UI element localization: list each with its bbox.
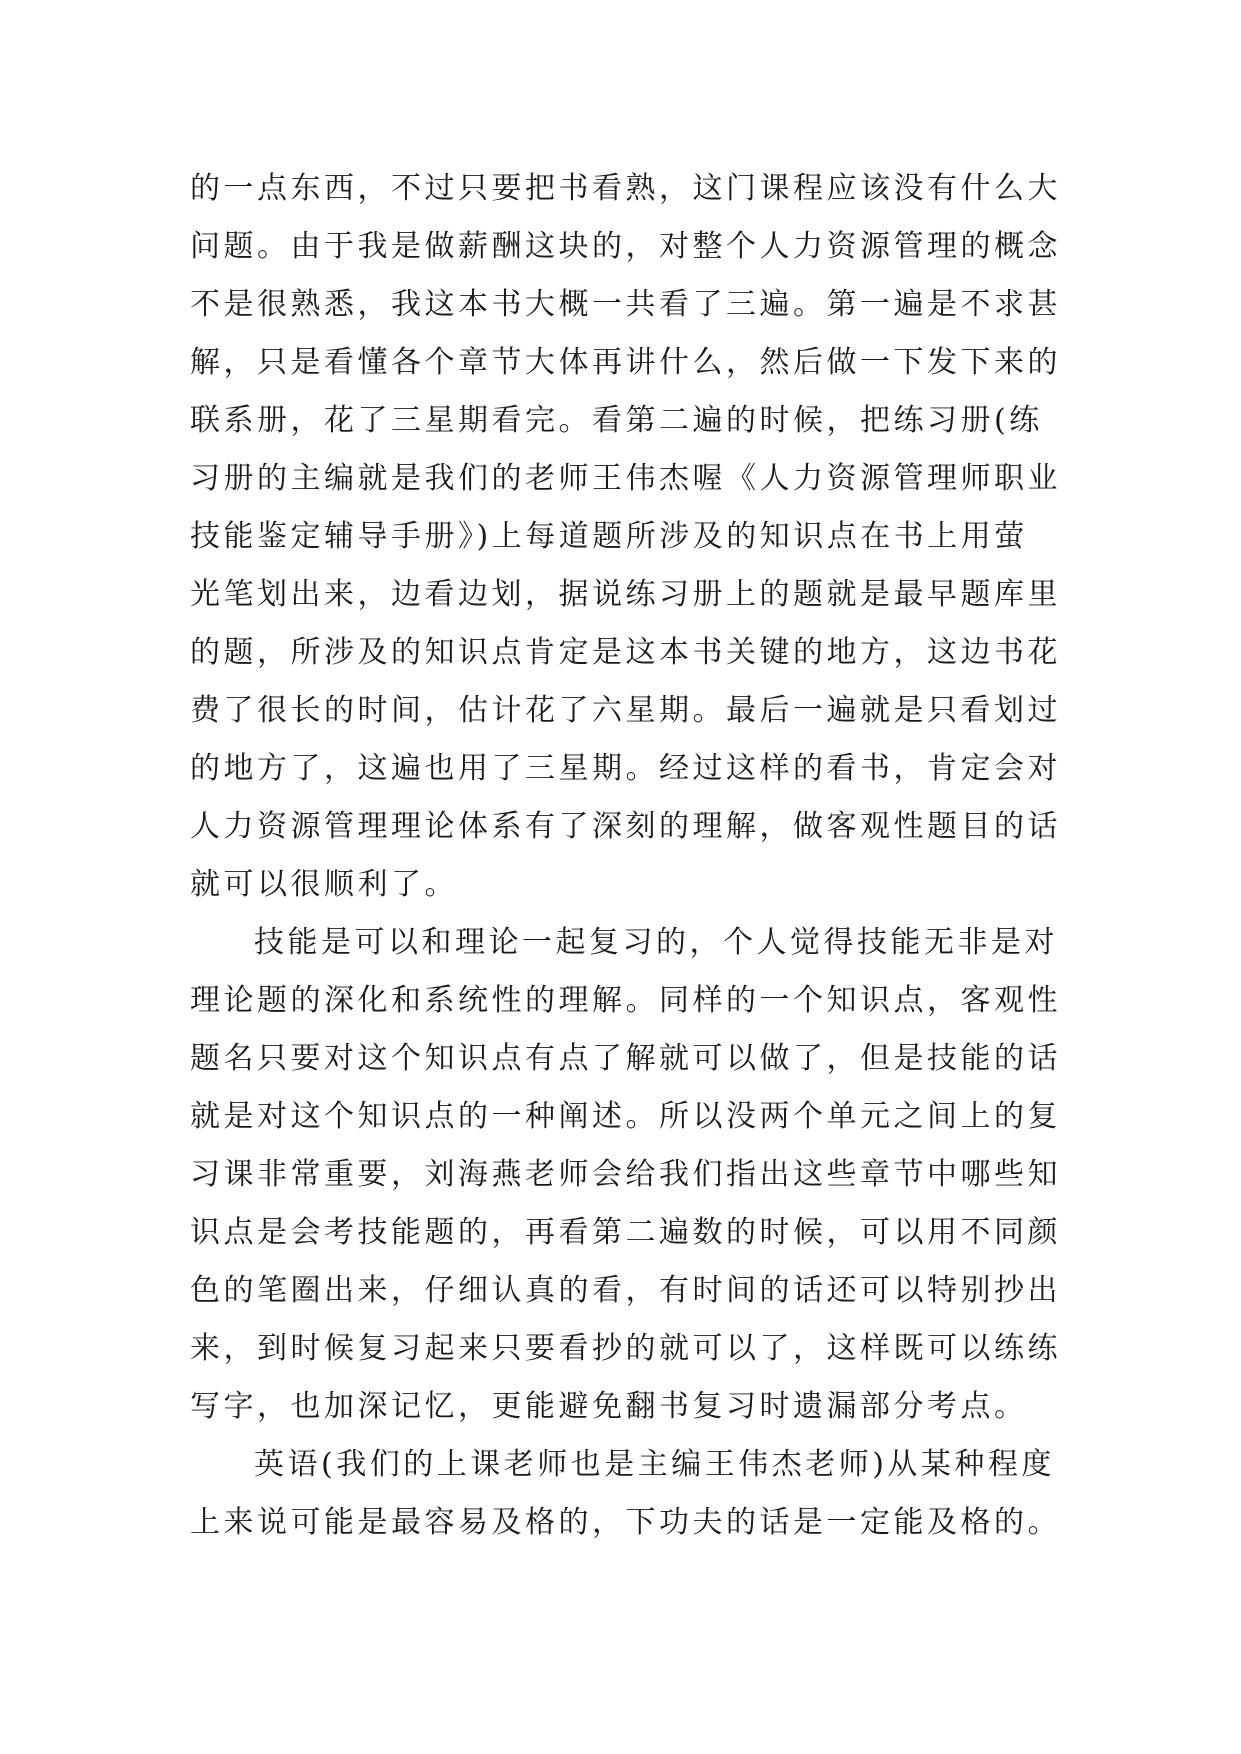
text-line: 来，到时候复习起来只要看抄的就可以了，这样既可以练练 xyxy=(190,1331,1061,1366)
text-line: 的题，所涉及的知识点肯定是这本书关键的地方，这边书花 xyxy=(190,635,1061,670)
text-line: 问题。由于我是做薪酬这块的，对整个人力资源管理的概念 xyxy=(190,229,1061,264)
text-line: 的地方了，这遍也用了三星期。经过这样的看书，肯定会对 xyxy=(190,751,1061,786)
text-line: 题名只要对这个知识点有点了解就可以做了，但是技能的话 xyxy=(190,1041,1061,1076)
text-line: 就可以很顺利了。 xyxy=(190,867,458,902)
text-line: 习册的主编就是我们的老师王伟杰喔《人力资源管理师职业 xyxy=(190,461,1061,496)
text-line: 写字，也加深记忆，更能避免翻书复习时遗漏部分考点。 xyxy=(190,1389,1028,1424)
text-line: 的一点东西，不过只要把书看熟，这门课程应该没有什么大 xyxy=(190,171,1061,206)
text-line: 不是很熟悉，我这本书大概一共看了三遍。第一遍是不求甚 xyxy=(190,287,1061,322)
text-line: 人力资源管理理论体系有了深刻的理解，做客观性题目的话 xyxy=(190,809,1061,844)
text-line: 理论题的深化和系统性的理解。同样的一个知识点，客观性 xyxy=(190,983,1061,1018)
text-line: 习课非常重要，刘海燕老师会给我们指出这些章节中哪些知 xyxy=(190,1157,1061,1192)
text-line: 就是对这个知识点的一种阐述。所以没两个单元之间上的复 xyxy=(190,1099,1061,1134)
body-text xyxy=(190,160,1070,1552)
text-line: 色的笔圈出来，仔细认真的看，有时间的话还可以特别抄出 xyxy=(190,1273,1061,1308)
text-line: 技能鉴定辅导手册》)上每道题所涉及的知识点在书上用萤 xyxy=(190,519,1028,554)
text-line: 技能是可以和理论一起复习的，个人觉得技能无非是对 xyxy=(254,925,1058,960)
text-line: 光笔划出来，边看边划，据说练习册上的题就是最早题库里 xyxy=(190,577,1061,612)
text-line: 上来说可能是最容易及格的，下功夫的话是一定能及格的。 xyxy=(190,1505,1061,1540)
text-line: 识点是会考技能题的，再看第二遍数的时候，可以用不同颜 xyxy=(190,1215,1061,1250)
text-line: 联系册，花了三星期看完。看第二遍的时候，把练习册(练 xyxy=(190,403,1043,438)
text-line: 解，只是看懂各个章节大体再讲什么，然后做一下发下来的 xyxy=(190,345,1061,380)
text-line: 费了很长的时间，估计花了六星期。最后一遍就是只看划过 xyxy=(190,693,1061,728)
text-line: 英语(我们的上课老师也是主编王伟杰老师)从某种程度 xyxy=(254,1447,1055,1482)
